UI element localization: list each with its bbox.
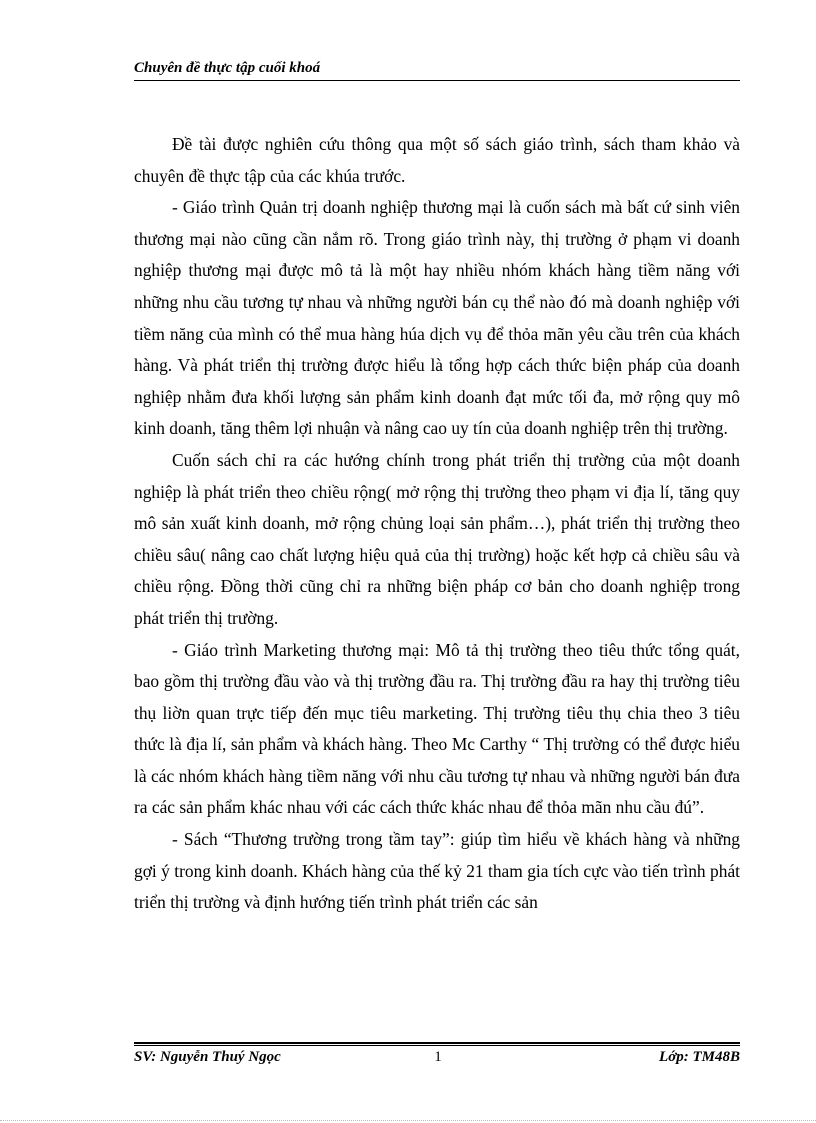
footer-divider-thin [134, 1045, 740, 1046]
footer-class-code: Lớp: TM48B [659, 1049, 740, 1065]
page-boundary [0, 1120, 816, 1121]
body-paragraph: Cuốn sách chỉ ra các hướng chính trong phát triển thị trường của một doanh nghiệp là phát triển theo chiều rộng( mở rộng thị trường theo phạm vi địa lí, tăng quy mô sản xuất kinh doanh, mở rộng chủng loại sản phẩm…), phát triển thị trường theo chiều sâu( nâng cao chất lượng hiệu quả của thị trường) hoặc kết hợp cả chiều sâu và chiều rộng. Đồng thời cũng chỉ ra những biện pháp cơ bản cho doanh nghiệp trong phát triển thị trường. [134, 449, 740, 628]
page-header-title: Chuyên đề thực tập cuối khoá [134, 60, 321, 76]
page-number: 1 [434, 1049, 442, 1065]
body-paragraph: - Giáo trình Quản trị doanh nghiệp thương mại là cuốn sách mà bất cứ sinh viên thương mại nào cũng cần nắm rõ. Trong giáo trình này, thị trường ở phạm vi doanh nghiệp thương mại được mô tả là một hay nhiều nhóm khách hàng tiềm năng với những nhu cầu tương tự nhau và những người bán cụ thể nào đó mà doanh nghiệp với tiềm năng của mình có thể mua hàng húa dịch vụ để thỏa mãn yêu cầu trên của khách hàng. Và phát triển thị trường được hiểu là tổng hợp cách thức biện pháp của doanh nghiệp nhằm đưa khối lượng sản phẩm kinh doanh đạt mức tối đa, mở rộng quy mô kinh doanh, tăng thêm lợi nhuận và nâng cao uy tín của doanh nghiệp trên thị trường. [134, 197, 740, 439]
document-body [134, 129, 740, 919]
footer-student-name: SV: Nguyễn Thuý Ngọc [134, 1049, 281, 1065]
body-paragraph: - Sách “Thương trường trong tầm tay”: giúp tìm hiểu về khách hàng và những gợi ý trong kinh doanh. Khách hàng của thế kỷ 21 tham gia tích cực vào tiến trình phát triển thị trường và định hướng tiến trình phát triển các sản [134, 829, 740, 913]
body-paragraph: Đề tài được nghiên cứu thông qua một số sách giáo trình, sách tham khảo và chuyên đề thực tập của các khúa trước. [134, 134, 740, 186]
body-paragraph: - Giáo trình Marketing thương mại: Mô tả thị trường theo tiêu thức tổng quát, bao gồm thị trường đầu vào và thị trường đầu ra. Thị trường đầu ra hay thị trường tiêu thụ liờn quan trực tiếp đến mục tiêu marketing. Thị trường tiêu thụ chia theo 3 tiêu thức là địa lí, sản phẩm và khách hàng. Theo Mc Carthy “ Thị trường có thể được hiểu là các nhóm khách hàng tiềm năng với nhu cầu tương tự nhau và những người bán đưa ra các sản phẩm khác nhau với các cách thức khác nhau để thỏa mãn nhu cầu đú”. [134, 639, 740, 818]
header-divider [134, 80, 740, 81]
footer-divider [134, 1042, 740, 1044]
